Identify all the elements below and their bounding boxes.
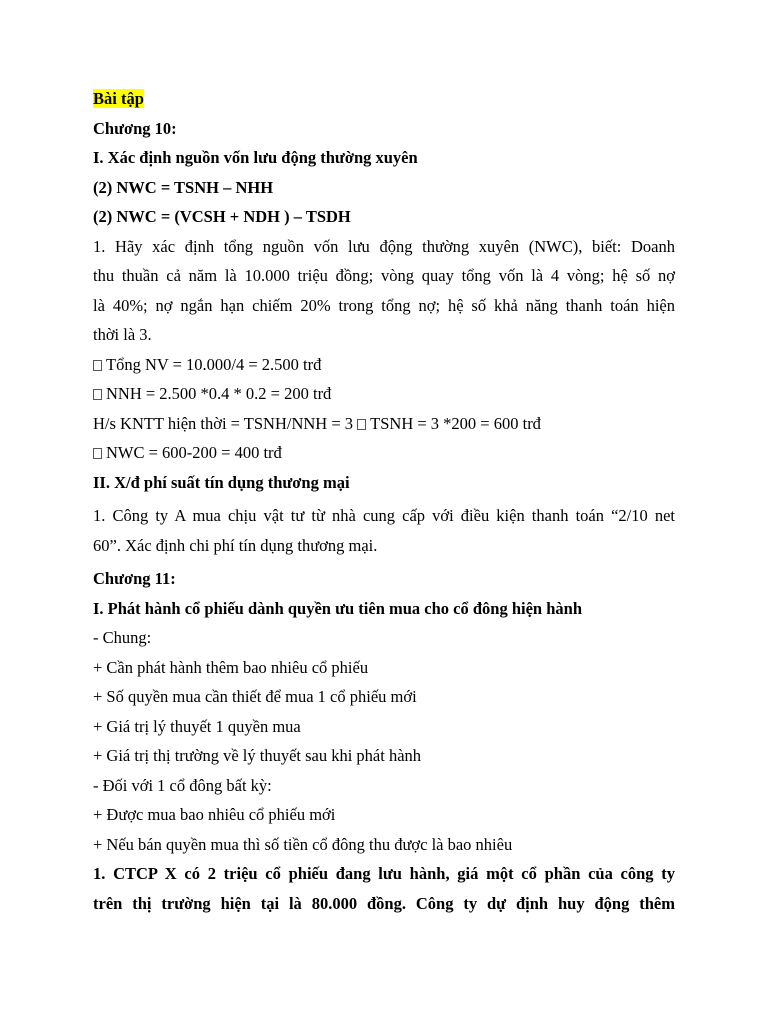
calc-total-capital: Tổng NV = 10.000/4 = 2.500 trđ xyxy=(106,354,322,374)
calc-current-ratio: H/s KNTT hiện thời = TSNH/NNH = 3 xyxy=(93,413,354,433)
formula-nwc-2: (2) NWC = (VCSH + NDH ) – TSDH xyxy=(93,207,351,226)
doc-title: Bài tập xyxy=(93,89,144,108)
ch10-question-2-line-1: 1. Công ty A mua chịu vật tư từ nhà cung cấp với điều kiện thanh toán “2/10 net xyxy=(93,506,675,525)
ch10-section-1-heading: I. Xác định nguồn vốn lưu động thường xuyên xyxy=(93,148,418,167)
shareholder-label: - Đối với 1 cổ đông bất kỳ: xyxy=(93,775,272,795)
list-item: + Giá trị lý thuyết 1 quyền mua xyxy=(93,716,301,736)
list-item: + Số quyền mua cần thiết để mua 1 cổ phiếu mới xyxy=(93,687,417,706)
calc-current-assets: TSNH = 3 *200 = 600 trđ xyxy=(370,413,541,433)
ch10-section-2-heading: II. X/đ phí suất tín dụng thương mại xyxy=(93,472,350,492)
ch10-question-2-line-2: 60”. Xác định chi phí tín dụng thương mại. xyxy=(93,535,378,555)
arrow-symbol-icon xyxy=(93,360,102,371)
document-page xyxy=(93,84,675,918)
list-item: + Nếu bán quyền mua thì số tiền cổ đông thu được là bao nhiêu xyxy=(93,834,513,854)
calc-line-total-capital xyxy=(93,350,675,380)
ch10-question-1-line-4: thời là 3. xyxy=(93,325,152,344)
list-item: + Cần phát hành thêm bao nhiêu cổ phiếu xyxy=(93,657,369,677)
chapter-10-heading: Chương 10: xyxy=(93,118,177,138)
chapter-11-heading: Chương 11: xyxy=(93,569,176,588)
ch11-question-1-line-1: 1. CTCP X có 2 triệu cổ phiếu đang lưu hành, giá một cổ phần của công ty xyxy=(93,864,675,883)
calc-line-nwc xyxy=(93,438,675,468)
general-label: - Chung: xyxy=(93,628,152,647)
ch10-question-1-line-3: là 40%; nợ ngắn hạn chiếm 20% trong tổng nợ; hệ số khả năng thanh toán hiện xyxy=(93,295,675,315)
arrow-symbol-icon xyxy=(357,419,366,430)
ch11-question-1-line-2: trên thị trường hiện tại là 80.000 đồng. Công ty dự định huy động thêm xyxy=(93,893,675,913)
arrow-symbol-icon xyxy=(93,389,102,400)
list-item: + Được mua bao nhiêu cổ phiếu mới xyxy=(93,805,336,824)
calc-short-term-debt: NNH = 2.500 *0.4 * 0.2 = 200 trđ xyxy=(106,384,332,403)
calc-line-short-term-debt xyxy=(93,379,675,409)
formula-nwc-1: (2) NWC = TSNH – NHH xyxy=(93,177,274,197)
ch10-question-1-line-2: thu thuần cả năm là 10.000 triệu đồng; vòng quay tổng vốn là 4 vòng; hệ số nợ xyxy=(93,266,675,285)
arrow-symbol-icon xyxy=(93,448,102,459)
calc-line-current-ratio xyxy=(93,409,675,439)
list-item: + Giá trị thị trường về lý thuyết sau khi phát hành xyxy=(93,746,422,765)
doc-title-line xyxy=(93,84,675,114)
ch10-question-1-line-1: 1. Hãy xác định tổng nguồn vốn lưu động thường xuyên (NWC), biết: Doanh xyxy=(93,236,675,256)
ch11-section-1-heading: I. Phát hành cổ phiếu dành quyền ưu tiên mua cho cổ đông hiện hành xyxy=(93,598,583,618)
calc-nwc: NWC = 600-200 = 400 trđ xyxy=(106,443,282,462)
